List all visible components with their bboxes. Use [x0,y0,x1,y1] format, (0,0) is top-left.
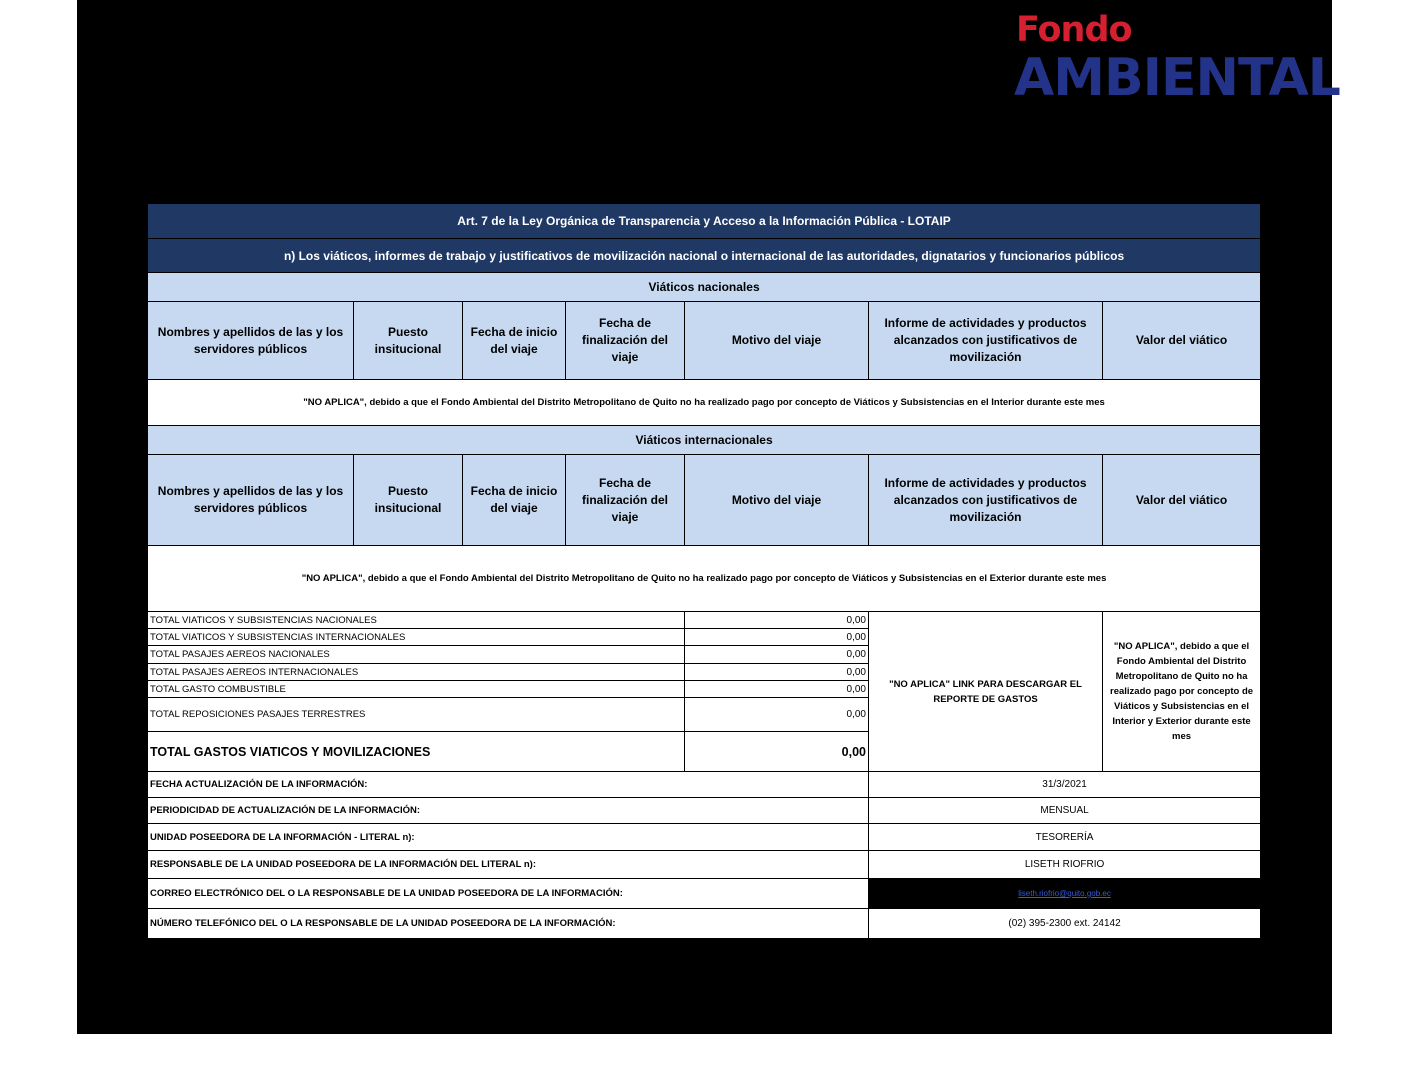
total-label: TOTAL VIATICOS Y SUBSISTENCIAS NACIONALES [148,612,685,629]
col-header-nombres: Nombres y apellidos de las y los servidores públicos [148,455,354,546]
info-unidad-label: UNIDAD POSEEDORA DE LA INFORMACIÓN - LITERAL n): [148,824,869,851]
total-label: TOTAL REPOSICIONES PASAJES TERRESTRES [148,698,685,732]
note-internacionales: "NO APLICA", debido a que el Fondo Ambiental del Distrito Metropolitano de Quito no ha realizado pago por concepto de Viáticos y Subsistencias en el Exterior durante este mes [148,546,1261,612]
logo-line-2: AMBIENTAL [1014,48,1340,108]
info-fecha-label: FECHA ACTUALIZACIÓN DE LA INFORMACIÓN: [148,772,869,798]
col-header-puesto: Puesto insitucional [354,302,463,380]
table-title: Art. 7 de la Ley Orgánica de Transparencia y Acceso a la Información Pública - LOTAIP [148,204,1261,239]
info-telefono-value: (02) 395-2300 ext. 24142 [869,909,1261,939]
total-value: 0,00 [685,629,869,646]
section-title-internacionales: Viáticos internacionales [148,426,1261,455]
col-header-informe: Informe de actividades y productos alcanzados con justificativos de movilización [869,302,1103,380]
total-label: TOTAL GASTO COMBUSTIBLE [148,681,685,698]
logo-line-1: Fondo [1016,10,1132,50]
col-header-fecha-fin: Fecha de finalización del viaje [566,302,685,380]
col-header-valor: Valor del viático [1103,455,1261,546]
total-label: TOTAL PASAJES AEREOS INTERNACIONALES [148,664,685,681]
total-label: TOTAL VIATICOS Y SUBSISTENCIAS INTERNACIONALES [148,629,685,646]
fondo-ambiental-logo [1014,10,1340,108]
link-reporte-gastos: "NO APLICA" LINK PARA DESCARGAR EL REPORTE DE GASTOS [869,612,1103,772]
note-nacionales: "NO APLICA", debido a que el Fondo Ambiental del Distrito Metropolitano de Quito no ha realizado pago por concepto de Viáticos y Subsistencias en el Interior durante este mes [148,380,1261,426]
col-header-puesto: Puesto insitucional [354,455,463,546]
info-correo-label: CORREO ELECTRÓNICO DEL O LA RESPONSABLE DE LA UNIDAD POSEEDORA DE LA INFORMACIÓN: [148,879,869,909]
info-correo-value [869,879,1261,909]
col-header-fecha-inicio: Fecha de inicio del viaje [463,302,566,380]
grand-total-label: TOTAL GASTOS VIATICOS Y MOVILIZACIONES [148,732,685,772]
col-header-fecha-fin: Fecha de finalización del viaje [566,455,685,546]
col-header-informe: Informe de actividades y productos alcanzados con justificativos de movilización [869,455,1103,546]
info-unidad-value: TESORERÍA [869,824,1261,851]
table-subtitle: n) Los viáticos, informes de trabajo y justificativos de movilización nacional o internacional de las autoridades, dignatarios y funcionarios públicos [148,239,1261,273]
info-periodicidad-label: PERIODICIDAD DE ACTUALIZACIÓN DE LA INFORMACIÓN: [148,798,869,824]
grand-total-value: 0,00 [685,732,869,772]
lotaip-table [147,203,1261,939]
total-value: 0,00 [685,681,869,698]
col-header-motivo: Motivo del viaje [685,302,869,380]
info-responsable-label: RESPONSABLE DE LA UNIDAD POSEEDORA DE LA INFORMACIÓN DEL LITERAL n): [148,851,869,879]
total-value: 0,00 [685,646,869,664]
side-note: "NO APLICA", debido a que el Fondo Ambiental del Distrito Metropolitano de Quito no ha realizado pago por concepto de Viáticos y Subsistencias en el Interior y Exterior durante este mes [1103,612,1261,772]
total-value: 0,00 [685,664,869,681]
col-header-motivo: Motivo del viaje [685,455,869,546]
info-telefono-label: NÚMERO TELEFÓNICO DEL O LA RESPONSABLE DE LA UNIDAD POSEEDORA DE LA INFORMACIÓN: [148,909,869,939]
col-header-fecha-inicio: Fecha de inicio del viaje [463,455,566,546]
col-header-valor: Valor del viático [1103,302,1261,380]
info-responsable-value: LISETH RIOFRIO [869,851,1261,879]
total-value: 0,00 [685,698,869,732]
section-title-nacionales: Viáticos nacionales [148,273,1261,302]
info-fecha-value: 31/3/2021 [869,772,1261,798]
total-value: 0,00 [685,612,869,629]
total-label: TOTAL PASAJES AEREOS NACIONALES [148,646,685,664]
email-link[interactable]: liseth.riofrio@quito.gob.ec [1018,889,1111,898]
info-periodicidad-value: MENSUAL [869,798,1261,824]
col-header-nombres: Nombres y apellidos de las y los servidores públicos [148,302,354,380]
